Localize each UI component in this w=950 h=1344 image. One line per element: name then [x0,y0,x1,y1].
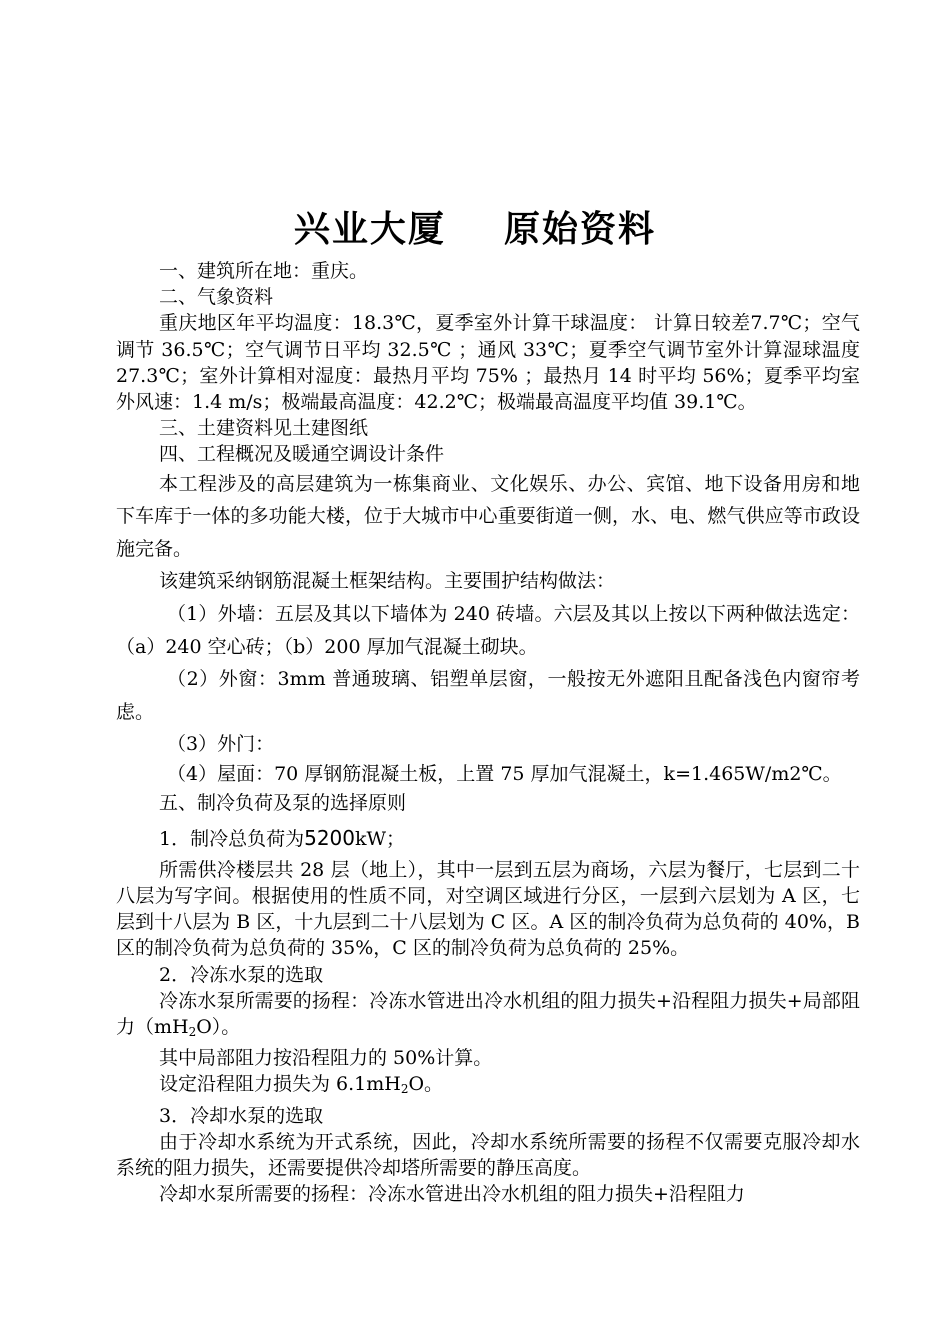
local-resistance-paragraph: 其中局部阻力按沿程阻力的 50%计算。 [159,1047,493,1070]
chilled-pump-heading: 2．冷冻水泵的选取 [159,963,324,986]
section-cooling-heading: 五、制冷负荷及泵的选择原则 [159,792,407,815]
section-project-heading: 四、工程概况及暖通空调设计条件 [159,443,445,466]
section-location: 一、建筑所在地：重庆。 [159,260,369,282]
section-civil-heading: 三、土建资料见土建图纸 [159,417,369,440]
chilled-pump-head-paragraph: 冷冻水泵所需要的扬程：冷冻水管进出冷水机组的阻力损失+沿程阻力损失+局部阻力$(mH_2O)$。 [116,989,860,1039]
weather-paragraph: 重庆地区年平均温度：18.3℃，夏季室外计算干球温度： 计算日较差7.7℃；空气调节 36.5℃；空气调节日平均 32.5℃ ；通风 33℃；夏季空气调节室外计算湿球温度 27.3℃；室外计算相对湿度：最热月平均 75% ；最热月 14 时平均 56%；夏季平均室外风速：1.4 m/s；极端最高温度：42.2℃；极端最高温度平均值 39.1℃。 [116,312,860,414]
cooling-pump-heading: 3．冷却水泵的选取 [159,1104,324,1127]
zoning-paragraph: 所需供冷楼层共 28 层（地上），其中一层到五层为商场，六层为餐厅，七层到二十八层为写字间。根据使用的性质不同，对空调区域进行分区，一层到六层划为 A 区，七层到十八层为 B 区，十九层到二十八层划为 C 区。A 区的制冷负荷为总负荷的 40%，B 区的制冷负荷为总负荷的 35%，C 区的制冷负荷为总负荷的 25%。 [116,858,860,960]
document-body [116,258,860,1207]
document-title: 兴业大厦 原始资料 [293,209,657,250]
load-value: 5200 [304,825,355,850]
exterior-wall-item: （1）外墙：五层及其以下墙体为 240 砖墙。六层及其以上按以下两种做法选定：（a）240 空心砖；（b）200 厚加气混凝土砌块。 [116,603,860,658]
section-weather-heading: 二、气象资料 [159,286,274,309]
exterior-window-item: （2）外窗：3mm 普通玻璃、铝塑单层窗，一般按无外遮阳且配备浅色内窗帘考虑。 [116,668,860,723]
structure-paragraph: 该建筑采纳钢筋混凝土框架结构。主要围护结构做法： [159,570,616,593]
friction-loss-paragraph: 设定沿程阻力损失为 $6.1mH_2O$。 [159,1073,444,1097]
project-overview-paragraph: 本工程涉及的高层建筑为一栋集商业、文化娱乐、办公、宾馆、地下设备用房和地下车库于一体的多功能大楼，位于大城市中心重要街道一侧，水、电、燃气供应等市政设施完备。 [116,472,860,560]
load-label: 1．制冷总负荷为 [159,827,305,850]
roof-item: （4）屋面：70 厚钢筋混凝土板，上置 75 厚加气混凝土，k=1.465W/m2℃。 [167,762,842,785]
exterior-door-item: （3）外门： [167,733,275,756]
cooling-pump-head-paragraph: 冷却水泵所需要的扬程：冷冻水管进出冷水机组的阻力损失+沿程阻力 [159,1183,745,1206]
total-cooling-load-line [116,820,860,857]
load-unit: kW； [355,827,406,850]
open-system-paragraph: 由于冷却水系统为开式系统，因此，冷却水系统所需要的扬程不仅需要克服冷却水系统的阻力损失，还需要提供冷却塔所需要的静压高度。 [116,1130,860,1179]
